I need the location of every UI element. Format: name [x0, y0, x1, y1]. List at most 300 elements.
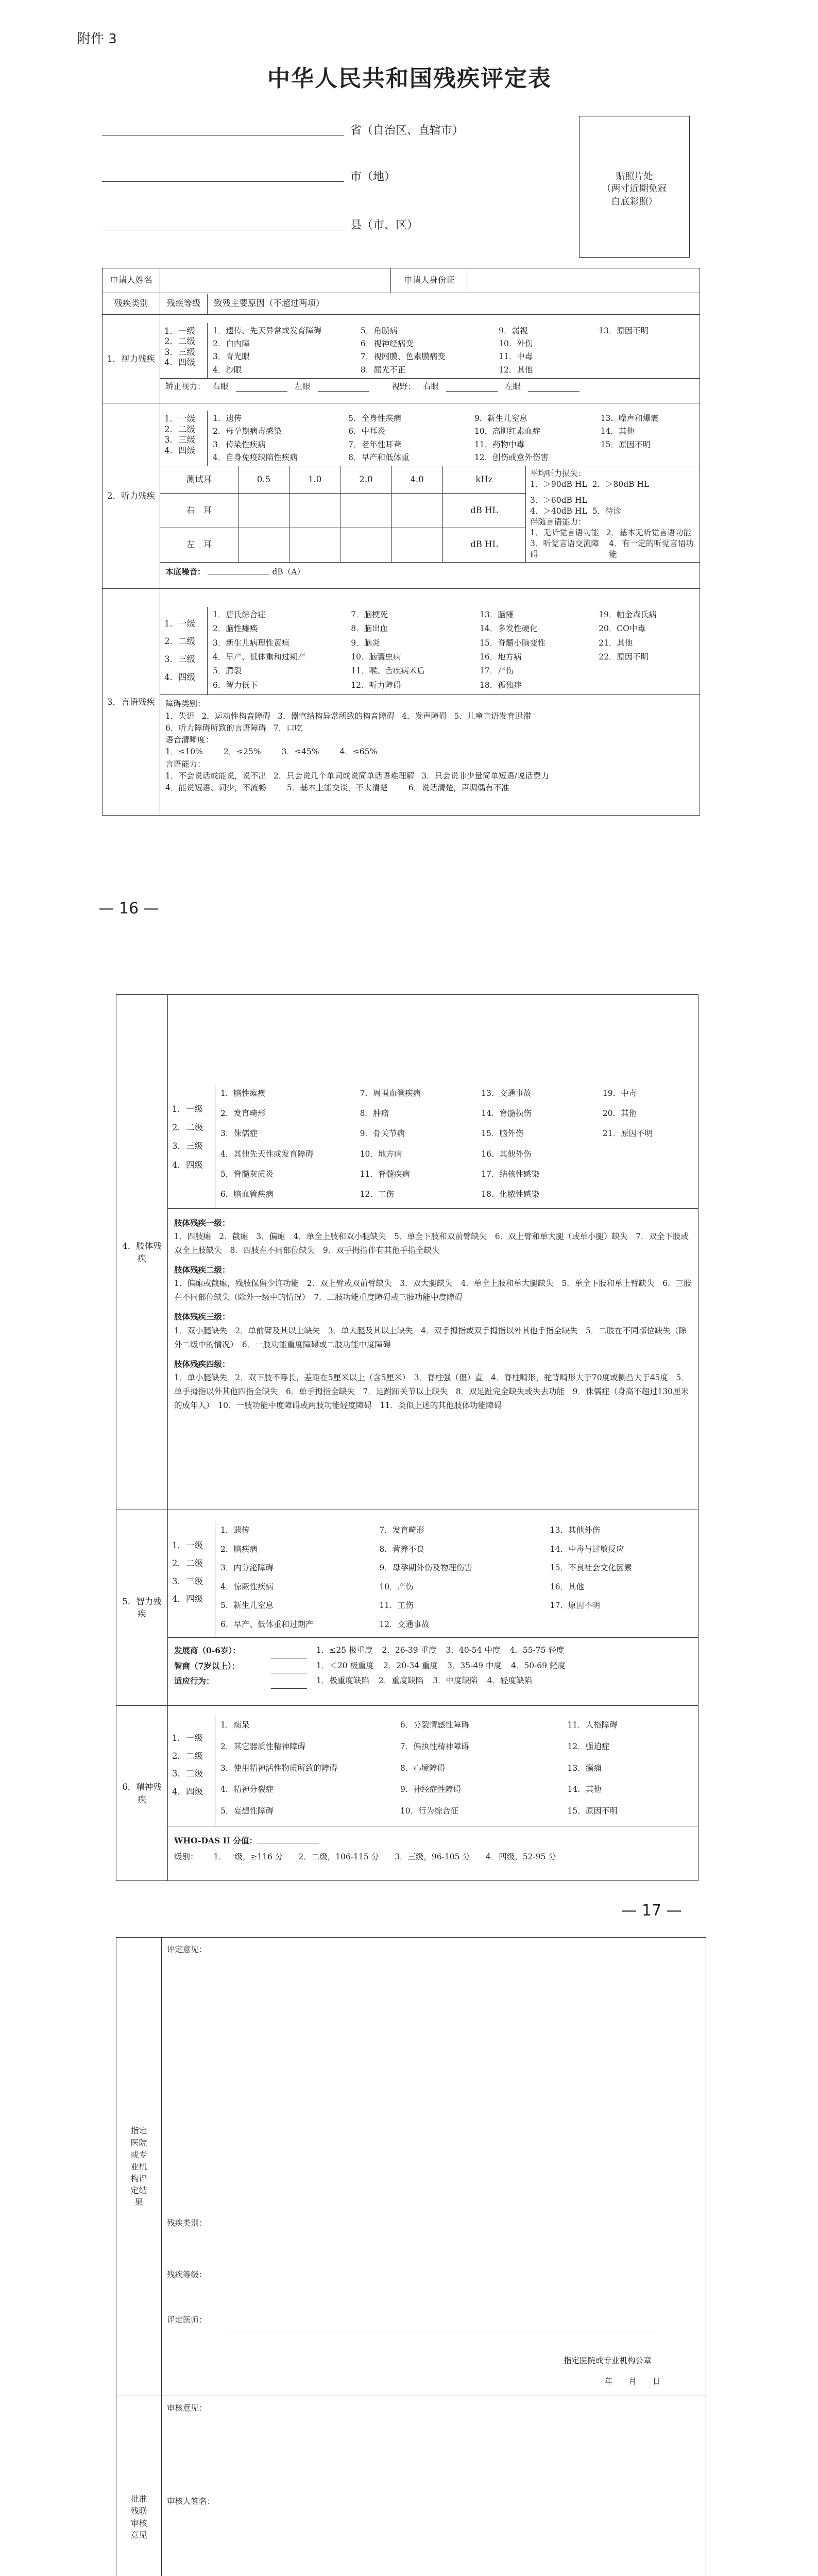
grade-label: 残疾等级 — [160, 294, 208, 314]
vision-level-3[interactable]: 3．三级 — [164, 347, 195, 357]
vision-cell — [160, 315, 700, 403]
clarity-label: 语音清晰度： — [165, 735, 214, 745]
noise-unit: dB（A） — [272, 567, 305, 577]
mental-level-4[interactable]: 4．四级 — [172, 1786, 203, 1797]
applicant-name-label: 申请人姓名 — [103, 268, 160, 293]
ability-option[interactable]: 6．说话清楚，声调偶有不准 — [408, 783, 509, 793]
intellect-level-3[interactable]: 3．三级 — [172, 1576, 203, 1586]
avg-loss-label: 平均听力损失： — [530, 469, 586, 479]
hearing-cell — [160, 403, 700, 589]
field-label: 视野： — [391, 382, 416, 392]
vision-cause[interactable]: 12．其他 — [499, 365, 533, 375]
opinion-label: 评定意见： — [167, 1945, 207, 1954]
vision-cause[interactable]: 8．屈光不正 — [360, 365, 406, 375]
hearing-cause[interactable]: 11．药物中毒 — [474, 439, 525, 449]
hearing-label — [103, 403, 160, 589]
intellect-cause[interactable]: 10．产伤 — [379, 1582, 414, 1591]
vision-corrected-row — [160, 378, 700, 395]
dq-label: 发展商（0-6岁）： — [174, 1646, 241, 1656]
province-label: 省（自治区、直辖市） — [350, 124, 464, 137]
applicant-name-field[interactable] — [160, 268, 391, 293]
physical-cause[interactable]: 7．周围血管疾病 — [360, 1088, 421, 1098]
physical-cause[interactable]: 19．中毒 — [602, 1088, 637, 1098]
physical-cause[interactable]: 14．脊髓损伤 — [481, 1109, 532, 1118]
physical-cause[interactable]: 20．其他 — [602, 1109, 637, 1118]
mental-cause[interactable]: 5．妄想性障碍 — [220, 1806, 274, 1816]
result-grade-label: 残疾等级： — [167, 2270, 207, 2279]
physical-cause[interactable]: 6．脑血管疾病 — [220, 1190, 274, 1199]
mental-cause[interactable]: 12．强迫症 — [567, 1741, 610, 1751]
adapt-option[interactable]: 2．重度缺陷 — [378, 1676, 424, 1686]
freq-header: 2.0 — [340, 466, 391, 493]
hearing-level-3[interactable]: 3．三级 — [164, 435, 195, 445]
grade-reason-label: 致残主要原因（不超过两项） — [214, 298, 325, 309]
ability-option[interactable]: 5．基本上能交谈，不太清楚 — [286, 783, 388, 793]
avg-loss-option[interactable]: 4．＞40dB HL — [530, 506, 587, 516]
disorder-option[interactable]: 5．儿童言语发育迟滞 — [454, 711, 531, 721]
noise-row — [160, 562, 700, 581]
clarity-option[interactable]: 3．≤45% — [281, 747, 319, 757]
approve-label — [116, 2396, 162, 2576]
hearing-level-1[interactable]: 1．一级 — [164, 413, 195, 423]
reviewer-label: 审核人签名： — [167, 2497, 215, 2506]
speech-cause[interactable]: 14．多发性硬化 — [479, 624, 538, 634]
adapt-option[interactable]: 1．极重度缺陷 — [316, 1676, 369, 1686]
corrected-left-label: 左眼 — [294, 382, 311, 392]
corrected-right-label: 右眼 — [212, 382, 229, 392]
mental-level-1[interactable]: 1．一级 — [172, 1733, 203, 1743]
adapt-field[interactable] — [271, 1673, 307, 1688]
vision-cause[interactable]: 11．中毒 — [499, 352, 533, 362]
vision-level-4[interactable]: 4．四级 — [164, 358, 195, 368]
intellect-level-4[interactable]: 4．四级 — [172, 1594, 203, 1604]
ability-option[interactable]: 4．能说短语、词少，不流畅 — [165, 783, 266, 793]
comm-option[interactable]: 3．听觉言语交流障碍 — [530, 538, 599, 559]
physical-l3-label: 肢体残疾三级： — [174, 1312, 230, 1322]
field-right-label: 右眼 — [423, 382, 439, 392]
intellect-cause[interactable]: 7．发育畸形 — [379, 1526, 424, 1535]
speech-cause[interactable]: 3．新生儿病理性黄疸 — [213, 638, 290, 648]
physical-cause[interactable]: 5．脊髓灰质炎 — [220, 1170, 274, 1179]
speech-label — [103, 589, 160, 816]
hearing-summary — [526, 466, 700, 562]
intellect-cause[interactable]: 2．脑疾病 — [220, 1544, 258, 1554]
iq-option[interactable]: 1．＜20 极重度 — [316, 1660, 374, 1670]
vision-cause[interactable]: 1．遗传、先天异常或发育障碍 — [213, 326, 322, 335]
intellect-cause[interactable]: 15．不良社会文化因素 — [550, 1563, 632, 1573]
mental-cause[interactable]: 6．分裂情感性障碍 — [400, 1720, 469, 1730]
mental-level-2[interactable]: 2．二级 — [172, 1751, 203, 1761]
page-number-16: — 16 — — [98, 900, 159, 918]
physical-l2-label: 肢体残疾二级： — [174, 1265, 230, 1275]
corrected-left-field[interactable] — [318, 382, 369, 392]
physical-cause[interactable]: 9．骨关节病 — [360, 1129, 405, 1139]
vision-levels — [160, 323, 208, 379]
speech-cause[interactable]: 9．脑炎 — [351, 638, 380, 648]
corrected-right-field[interactable] — [236, 382, 287, 392]
disorder-option[interactable]: 4．发声障碍 — [402, 711, 447, 721]
physical-cause[interactable]: 18．化脓性感染 — [481, 1190, 539, 1199]
mental-cause[interactable]: 1．痴呆 — [220, 1720, 250, 1730]
intellect-cause[interactable]: 17．原因不明 — [550, 1601, 600, 1611]
form-table-1 — [102, 268, 700, 816]
vision-cause[interactable] — [599, 352, 694, 362]
avg-loss-option[interactable]: 2．＞80dB HL — [592, 480, 650, 489]
dq-option[interactable]: 4．55-75 轻度 — [509, 1646, 565, 1655]
vision-label — [103, 315, 160, 403]
speech-cause[interactable]: 16．地方病 — [479, 652, 522, 662]
speech-level-1[interactable]: 1．一级 — [164, 618, 195, 629]
whodas-option[interactable]: 1．一级，≥116 分 — [213, 1852, 283, 1861]
mental-cause[interactable]: 8．心境障碍 — [400, 1763, 446, 1773]
freq-header-ear: 测试耳 — [160, 466, 238, 493]
intellect-cause[interactable]: 1．遗传 — [220, 1526, 250, 1535]
left-ear-value[interactable] — [289, 528, 340, 562]
intellect-cause[interactable]: 16．其他 — [550, 1582, 584, 1591]
intellect-cause[interactable]: 8．营养不良 — [379, 1544, 424, 1554]
mental-cell — [168, 1706, 698, 1881]
iq-field[interactable] — [271, 1658, 307, 1673]
speech-causes — [208, 607, 700, 695]
vision-level-2[interactable]: 2．二级 — [164, 336, 195, 347]
left-ear-label: 左 耳 — [160, 528, 238, 562]
physical-label-text: 4．肢体残疾 — [122, 1241, 162, 1263]
physical-cause[interactable]: 1．脑性瘫痪 — [220, 1088, 266, 1098]
adapt-option[interactable]: 3．中度缺陷 — [433, 1676, 478, 1686]
intellect-cause[interactable]: 13．其他外伤 — [550, 1526, 600, 1535]
adapt-label: 适应行为： — [174, 1676, 214, 1686]
intellect-levels — [168, 1521, 215, 1637]
form-table-3 — [116, 1937, 706, 2576]
intellect-cause[interactable]: 12．交通事故 — [379, 1619, 430, 1629]
physical-level-1[interactable]: 1．一级 — [172, 1104, 203, 1114]
clarity-option[interactable]: 2．≤25% — [223, 747, 261, 757]
ability-option[interactable]: 1．不会说话或能说，说不出 — [165, 771, 266, 781]
field-left-input[interactable] — [528, 382, 580, 392]
speech-cause[interactable]: 5．腭裂 — [213, 666, 242, 676]
right-ear-value[interactable] — [340, 494, 391, 528]
city-line[interactable] — [102, 181, 344, 182]
whodas-grade-label: 级别： — [174, 1852, 198, 1861]
page-number-17: — 17 — — [621, 1902, 682, 1920]
hearing-cause[interactable]: 15．原因不明 — [600, 439, 651, 449]
physical-cause[interactable]: 17．结核性感染 — [481, 1170, 539, 1179]
intellect-cause[interactable]: 9．母孕期外伤及物理伤害 — [379, 1563, 472, 1573]
clarity-option[interactable]: 1．≤10% — [165, 747, 203, 757]
physical-l4-label: 肢体残疾四级： — [174, 1359, 230, 1369]
photo-text-3: 白底彩照） — [611, 196, 658, 207]
audiogram-table — [160, 466, 526, 562]
corrected-label: 矫正视力： — [165, 382, 206, 392]
vision-cause[interactable] — [599, 365, 694, 375]
freq-header: 4.0 — [391, 466, 442, 493]
speech-cause[interactable] — [599, 666, 694, 677]
physical-cause[interactable] — [603, 1149, 693, 1163]
disorder-option[interactable]: 2．运动性构音障碍 — [201, 711, 271, 721]
mental-cause[interactable]: 13．癫痫 — [567, 1763, 602, 1773]
physical-l1-items[interactable]: 1．四肢瘫 2．截瘫 3．偏瘫 4．单全上肢和双小腿缺失 5．单全下肢和双前臂缺失 6．双上臂和单大腿（或单小腿）缺失 7．双全下肢或双全上肢缺失 8．四肢在不同部位缺失 9．双手拇指伴有其他手指全缺失 — [174, 1231, 689, 1255]
speech-level-3[interactable]: 3．三级 — [164, 654, 195, 664]
physical-cause[interactable]: 16．其他外伤 — [481, 1149, 532, 1159]
right-ear-unit: dB HL — [442, 494, 525, 528]
photo-box[interactable] — [579, 116, 690, 258]
org-date: 年 月 日 — [605, 2377, 661, 2386]
disorder-label: 障碍类别： — [165, 699, 206, 709]
physical-cause[interactable] — [603, 1190, 693, 1204]
physical-cause[interactable]: 3．侏儒症 — [220, 1129, 258, 1139]
mental-cause[interactable]: 10．行为综合征 — [400, 1806, 458, 1816]
physical-levels — [168, 1084, 215, 1208]
physical-cause[interactable]: 4．其他先天性或发育障碍 — [220, 1149, 314, 1159]
ability-label: 言语能力： — [165, 759, 206, 769]
speech-cause[interactable] — [599, 681, 694, 691]
speech-cause[interactable]: 13．脑瘫 — [479, 609, 514, 619]
hearing-cause[interactable]: 9．新生儿窒息 — [474, 413, 527, 423]
iq-label: 智商（7岁以上）： — [174, 1660, 240, 1671]
comm-option[interactable]: 2．基本无听觉言语功能 — [606, 528, 691, 537]
freq-header: 1.0 — [289, 466, 340, 493]
hearing-cause[interactable]: 3．传染性疾病 — [213, 439, 266, 449]
mental-cause[interactable]: 11．人格障碍 — [567, 1720, 618, 1730]
mental-causes — [215, 1715, 698, 1826]
hearing-cause[interactable]: 10．高胆红素血症 — [474, 427, 541, 436]
intellect-level-1[interactable]: 1．一级 — [172, 1540, 203, 1551]
county-label: 县（市、区） — [350, 219, 419, 232]
vision-cause[interactable]: 3．青光眼 — [213, 352, 250, 362]
hearing-cause[interactable]: 5．全身性疾病 — [348, 413, 401, 423]
field-left-label: 左眼 — [505, 382, 521, 392]
hearing-cause[interactable]: 7．老年性耳聋 — [348, 439, 401, 449]
speech-cause[interactable]: 20．CO中毒 — [599, 624, 645, 634]
ability-option[interactable]: 3．只会说非少量简单短语/说话费力 — [421, 771, 549, 781]
speech-cause[interactable]: 21．其他 — [599, 638, 633, 648]
comm-option[interactable]: 4．有一定的听觉言语功能 — [609, 538, 694, 559]
physical-l4-items[interactable]: 1．单小腿缺失 2．双下肢不等长，差距在5厘米以上（含5厘米） 3．脊柱强（僵）直 4．脊柱畸形，驼背畸形大于70度或侧凸大于45度 5．单手拇指以外其他四指全缺失 6．单手拇指全缺失 7．足跗跖关节以上缺失 8．双足趾完全缺失或失去功能 9．侏儒症（身高不超过130厘米的成年人） 10．一肢功能中度障碍或两肢功能轻度障碍 11．类似上述的其他肢体功能障碍 — [174, 1372, 689, 1411]
physical-level-3[interactable]: 3．三级 — [172, 1141, 203, 1151]
doctor-label: 评定医师： — [167, 2315, 207, 2325]
comm-label: 伴随言语能力： — [530, 517, 586, 527]
speech-cause[interactable]: 17．产伤 — [479, 666, 514, 676]
applicant-id-label: 申请人身份证 — [391, 268, 468, 293]
speech-cause[interactable]: 12．听力障碍 — [351, 680, 401, 690]
hearing-cause[interactable]: 12．创伤或意外伤害 — [474, 453, 549, 462]
attachment-label: 附件 3 — [77, 31, 117, 47]
org-cell[interactable] — [162, 1938, 706, 2396]
review-label: 审核意见： — [167, 2403, 207, 2413]
hearing-cause[interactable]: 2．母孕期病毒感染 — [213, 427, 282, 436]
speech-cause[interactable]: 2．脑性瘫痪 — [213, 624, 258, 634]
result-category-label: 残疾类别： — [167, 2218, 207, 2228]
hearing-cause[interactable]: 6．中耳炎 — [348, 427, 385, 436]
left-ear-value[interactable] — [238, 528, 289, 562]
applicant-id-field[interactable] — [468, 268, 700, 293]
dq-option[interactable]: 2．26-39 重度 — [382, 1646, 437, 1655]
vision-cause[interactable] — [599, 339, 694, 349]
hearing-cause[interactable]: 8．早产和低体重 — [348, 453, 410, 462]
left-ear-value[interactable] — [391, 528, 442, 562]
approve-label-text: 批准残联审核意见 — [130, 2494, 147, 2540]
vision-label-text: 1．视力残疾 — [107, 353, 155, 364]
intellect-cause[interactable]: 11．工伤 — [379, 1601, 414, 1611]
physical-cause[interactable]: 11．脊髓疾病 — [360, 1170, 410, 1179]
mental-cause[interactable]: 7．偏执性精神障碍 — [400, 1741, 469, 1751]
category-grade-row — [160, 293, 700, 315]
hearing-cause[interactable]: 4．自身免疫缺陷性疾病 — [213, 453, 298, 462]
ability-option[interactable]: 2．只会说几个单词或说简单话语难理解 — [273, 771, 415, 781]
mental-cause[interactable]: 3．使用精神活性物质所致的障碍 — [220, 1763, 337, 1773]
hearing-causes — [208, 411, 700, 466]
approve-cell[interactable] — [162, 2396, 706, 2576]
vision-causes — [208, 323, 700, 379]
mental-cause[interactable]: 2．其它器质性精神障碍 — [220, 1741, 305, 1751]
disorder-option[interactable]: 7．口吃 — [273, 723, 303, 733]
right-ear-value[interactable] — [391, 494, 442, 528]
speech-cause[interactable]: 15．脊髓小脑变性 — [479, 638, 546, 648]
left-ear-unit: dB HL — [442, 528, 525, 562]
hearing-level-2[interactable]: 2．二级 — [164, 424, 195, 434]
whodas-option[interactable]: 4．四级，52-95 分 — [485, 1852, 556, 1861]
vision-level-1[interactable]: 1．一级 — [164, 326, 195, 336]
whodas-option[interactable]: 2．二级，106-115 分 — [298, 1852, 380, 1861]
whodas-label: WHO-DAS II 分值： — [174, 1836, 258, 1845]
physical-l2-items[interactable]: 1．偏瘫或截瘫，残肢保留少许功能 2．双上臂或双前臂缺失 3．双大腿缺失 4．单全上肢和单大腿缺失 5．单全下肢和单上臂缺失 6．三肢在不同部位缺失（除外一级中的情况） 7．二肢功能重度障碍或三肢功能中度障碍 — [174, 1279, 692, 1302]
mental-cause[interactable]: 4．精神分裂症 — [220, 1785, 274, 1794]
physical-level-2[interactable]: 2．二级 — [172, 1122, 203, 1132]
photo-text-2: （两寸近期免冠 — [602, 183, 667, 195]
physical-level-4[interactable]: 4．四级 — [172, 1160, 203, 1170]
freq-header: 0.5 — [238, 466, 289, 493]
speech-cause[interactable]: 22．原因不明 — [599, 652, 649, 662]
mental-cause[interactable]: 14．其他 — [567, 1785, 602, 1794]
vision-cause[interactable]: 2．白内障 — [213, 338, 250, 348]
org-label-text: 指定医院或专业机构评定结果 — [130, 2126, 147, 2208]
mental-cause[interactable]: 9．神经症性障碍 — [400, 1785, 462, 1794]
intellect-cell — [168, 1510, 698, 1706]
speech-cause[interactable]: 19．帕金森氏病 — [599, 609, 657, 619]
speech-details — [160, 694, 700, 797]
hearing-test-row — [160, 466, 700, 562]
speech-cause[interactable]: 4．早产、低体重和过期产 — [213, 652, 306, 662]
intellect-cause[interactable]: 5．新生儿窒息 — [220, 1601, 274, 1611]
speech-cause[interactable]: 18．孤独症 — [479, 680, 522, 690]
physical-cell — [168, 995, 698, 1510]
vision-cause[interactable]: 5．角膜病 — [360, 326, 398, 335]
mental-label — [116, 1706, 168, 1881]
left-ear-value[interactable] — [340, 528, 391, 562]
disorder-option[interactable]: 6．听力障碍所致的言语障碍 — [165, 723, 266, 733]
intellect-cause[interactable] — [550, 1620, 693, 1634]
speech-cause[interactable]: 8．脑出血 — [351, 624, 388, 634]
form-title: 中华人民共和国残疾评定表 — [267, 65, 552, 92]
right-ear-value[interactable] — [238, 494, 289, 528]
hearing-cause[interactable]: 1．遗传 — [213, 413, 242, 423]
vision-cause[interactable]: 7．视网膜、色素膜病变 — [360, 352, 446, 362]
intellect-cause[interactable]: 14．中毒与过敏反应 — [550, 1544, 624, 1554]
physical-details — [168, 1208, 698, 1420]
comm-option[interactable]: 1．无听觉言语功能 — [530, 528, 599, 537]
adapt-option[interactable]: 4．轻度缺陷 — [487, 1676, 532, 1686]
physical-l1-label: 肢体残疾一级： — [174, 1217, 230, 1228]
physical-l3-items[interactable]: 1．双小腿缺失 2．单前臂及其以上缺失 3．单大腿及其以上缺失 4．双手拇指或双手拇指以外其他手指全缺失 5．二肢在不同部位缺失（除外二级中的情况） 6．一肢功能重度障碍或二肢功能中度障碍 — [174, 1326, 687, 1349]
physical-cause[interactable]: 10．地方病 — [360, 1149, 402, 1159]
hearing-level-4[interactable]: 4．四级 — [164, 445, 195, 455]
speech-level-2[interactable]: 2．二级 — [164, 636, 195, 647]
iq-option[interactable]: 4．50-69 轻度 — [510, 1660, 566, 1670]
speech-levels — [160, 607, 208, 695]
speech-cause[interactable]: 1．唐氏综合症 — [213, 609, 266, 619]
vision-cause[interactable]: 13．原因不明 — [599, 326, 649, 335]
speech-label-text: 3．言语残疾 — [107, 697, 155, 707]
physical-cause[interactable]: 15．脑外伤 — [481, 1129, 523, 1139]
dq-field[interactable] — [271, 1643, 307, 1658]
speech-level-4[interactable]: 4．四级 — [164, 672, 195, 682]
avg-loss-option[interactable]: 3．＞60dB HL — [530, 496, 587, 505]
physical-causes — [215, 1084, 698, 1208]
photo-text-1: 贴照片处 — [616, 171, 653, 182]
iq-option[interactable]: 3．35-49 中度 — [447, 1660, 502, 1670]
speech-cause[interactable]: 10．脑囊虫病 — [351, 652, 401, 662]
physical-cause[interactable]: 13．交通事故 — [481, 1088, 532, 1098]
physical-label — [116, 995, 168, 1510]
vision-cause[interactable]: 10．外伤 — [499, 338, 533, 348]
physical-cause[interactable]: 12．工伤 — [360, 1190, 394, 1199]
speech-cause[interactable]: 6．智力低下 — [213, 680, 258, 690]
intellect-label-text: 5．智力残疾 — [122, 1596, 162, 1619]
vision-cause[interactable]: 6．视神经病变 — [360, 338, 414, 348]
intellect-cause[interactable]: 4．惊厥性疾病 — [220, 1582, 274, 1591]
whodas-block — [168, 1826, 698, 1871]
avg-loss-option[interactable]: 1．＞90dB HL — [530, 480, 587, 489]
physical-cause[interactable]: 21．原因不明 — [602, 1129, 653, 1139]
avg-loss-option[interactable]: 5．待诊 — [592, 506, 622, 516]
intellect-level-2[interactable]: 2．二级 — [172, 1558, 203, 1568]
disorder-option[interactable]: 1．失语 — [165, 711, 195, 721]
physical-cause[interactable] — [603, 1170, 693, 1183]
freq-header-unit: kHz — [442, 466, 525, 493]
city-label: 市（地） — [350, 171, 396, 183]
disorder-option[interactable]: 3．器官结构异常所致的构音障碍 — [278, 711, 395, 721]
intellect-scores — [168, 1637, 698, 1693]
whodas-option[interactable]: 3．三级，96-105 分 — [395, 1852, 470, 1861]
speech-cause[interactable]: 11．喉、舌疾病术后 — [351, 666, 425, 676]
intellect-causes — [215, 1521, 698, 1637]
hearing-levels — [160, 411, 208, 466]
field-right-input[interactable] — [446, 382, 498, 392]
intellect-cause[interactable]: 6．早产、低体重和过期产 — [220, 1619, 314, 1629]
hearing-cause[interactable]: 13．噪声和爆震 — [600, 413, 659, 423]
physical-cause[interactable]: 8．肿瘤 — [360, 1109, 389, 1118]
form-table-2 — [116, 994, 698, 1881]
clarity-option[interactable]: 4．≤65% — [339, 747, 378, 757]
speech-cell — [160, 589, 700, 816]
dq-option[interactable]: 1．≤25 极重度 — [316, 1646, 373, 1655]
vision-cause[interactable]: 4．沙眼 — [213, 365, 242, 375]
org-label — [116, 1938, 162, 2396]
mental-cause[interactable]: 15．原因不明 — [567, 1806, 618, 1816]
physical-cause[interactable]: 2．发育畸形 — [220, 1109, 266, 1118]
category-label: 残疾类别 — [103, 293, 160, 315]
dq-option[interactable]: 3．40-54 中度 — [446, 1646, 501, 1655]
hearing-cause[interactable]: 14．其他 — [600, 427, 635, 436]
speech-cause[interactable]: 7．脑梗死 — [351, 609, 388, 619]
intellect-cause[interactable]: 3．内分泌障碍 — [220, 1563, 274, 1573]
iq-option[interactable]: 2．20-34 重度 — [383, 1660, 438, 1670]
mental-levels — [168, 1715, 215, 1826]
right-ear-value[interactable] — [289, 494, 340, 528]
vision-cause[interactable]: 9．弱视 — [499, 326, 528, 335]
mental-level-3[interactable]: 3．三级 — [172, 1769, 203, 1779]
hearing-cause[interactable] — [601, 453, 694, 463]
